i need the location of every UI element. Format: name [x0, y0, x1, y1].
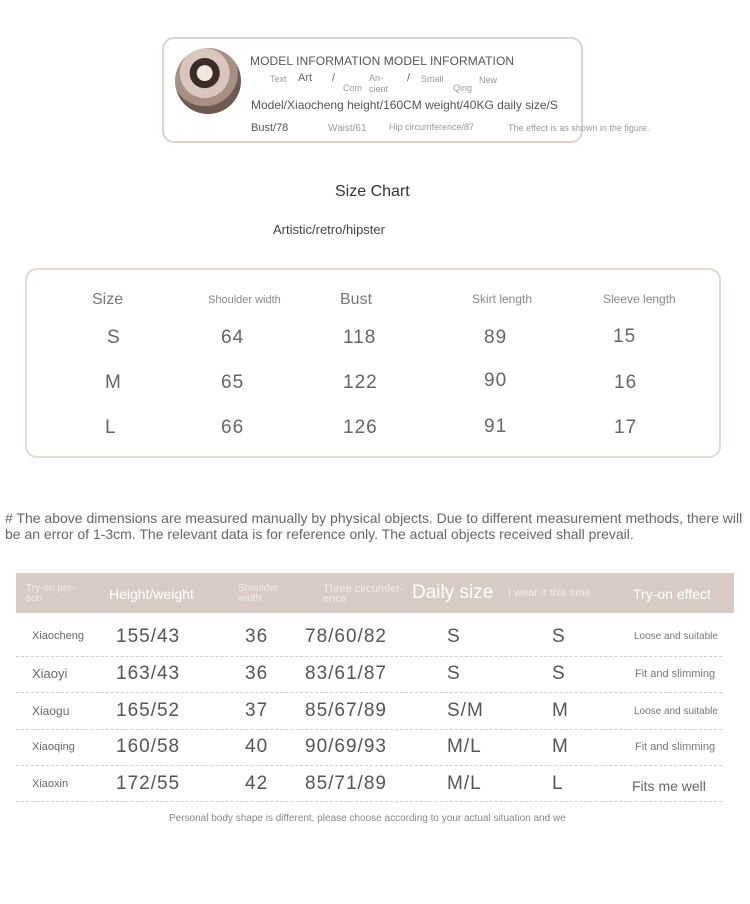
- size-header-sleeve: Sleeve length: [603, 292, 676, 306]
- size-row-skirt: 89: [484, 327, 508, 348]
- th-three-2: ence: [323, 593, 347, 605]
- tryon-name: Xiaogu: [32, 704, 70, 718]
- row-divider: [16, 765, 722, 766]
- tryon-height-weight: 155/43: [116, 626, 181, 647]
- tryon-height-weight: 172/55: [116, 773, 181, 794]
- tryon-name: Xiaoxin: [32, 778, 69, 790]
- size-row-shoulder: 64: [221, 327, 245, 348]
- model-info-card: [162, 37, 650, 143]
- model-details: Model/Xiaocheng height/160CM weight/40KG daily size/S: [251, 98, 558, 112]
- tryon-effect: Loose and suitable: [634, 631, 718, 642]
- tryon-name: Xiaocheng: [32, 630, 84, 642]
- tryon-height-weight: 165/52: [116, 700, 181, 721]
- th-shoulder-2: width: [238, 593, 262, 604]
- size-header-bust: Bust: [340, 291, 373, 308]
- model-info-title: MODEL INFORMATION MODEL INFORMATION: [250, 54, 515, 68]
- model-effect-note: The effect is as shown in the figure.: [508, 123, 650, 133]
- size-chart-card: [25, 268, 721, 458]
- row-divider: [16, 801, 722, 802]
- style-word-qing: Qing: [453, 83, 473, 93]
- size-row-size: M: [105, 372, 122, 393]
- size-header-size: Size: [92, 291, 124, 308]
- size-row-size: S: [107, 327, 121, 348]
- style-word-com: Com: [343, 83, 363, 93]
- model-avatar: [175, 48, 241, 114]
- tryon-daily: S: [447, 663, 461, 684]
- th-person-1: Try-on per-: [26, 583, 76, 594]
- tryon-daily: M/L: [447, 773, 482, 794]
- style-slash-1: /: [332, 72, 336, 84]
- model-hip: Hip circumference/87: [389, 122, 475, 132]
- tryon-shoulder: 36: [245, 663, 269, 684]
- tryon-effect: Fit and slimming: [635, 668, 716, 680]
- size-row-skirt: 90: [484, 370, 508, 391]
- tryon-shoulder: 42: [245, 773, 269, 794]
- measurement-note: # The above dimensions are measured manually by physical objects. Due to different measurement methods, there will be an error of 1-3cm. The relevant data is for reference only. The actual objects received shall prevail.: [5, 510, 743, 542]
- tryon-three: 85/71/89: [305, 773, 387, 794]
- tryon-height-weight: 163/43: [116, 663, 181, 684]
- th-shoulder-1: Shoulder: [238, 583, 279, 594]
- size-row-skirt: 91: [484, 416, 508, 437]
- tryon-wear: L: [552, 773, 564, 794]
- tryon-wear: M: [552, 736, 569, 757]
- size-row-shoulder: 66: [221, 417, 245, 438]
- tryon-three: 85/67/89: [305, 700, 387, 721]
- size-row-sleeve: 16: [614, 372, 638, 393]
- size-row-bust: 122: [343, 372, 378, 393]
- size-row-shoulder: 65: [221, 372, 245, 393]
- tryon-wear: S: [552, 626, 566, 647]
- size-row-bust: 118: [343, 327, 377, 348]
- tryon-daily: S: [447, 626, 461, 647]
- th-three-1: Three circumfer-: [323, 583, 404, 595]
- tryon-height-weight: 160/58: [116, 736, 181, 757]
- size-header-shoulder: Shoulder width: [208, 294, 281, 306]
- th-tryon-effect: Try-on effect: [633, 586, 711, 602]
- size-header-skirt: Skirt length: [472, 292, 533, 306]
- tryon-three: 90/69/93: [305, 736, 387, 757]
- size-row-bust: 126: [343, 417, 378, 438]
- size-chart-title: Size Chart: [335, 183, 410, 200]
- style-word-an: An-: [369, 73, 384, 83]
- model-bust: Bust/78: [251, 122, 289, 134]
- style-word-small: Small: [421, 74, 444, 84]
- tryon-table-header: [16, 573, 734, 613]
- size-row-sleeve: 15: [613, 326, 637, 347]
- tryon-three: 78/60/82: [305, 626, 387, 647]
- style-word-cient: cient: [369, 84, 389, 94]
- tryon-name: Xiaoqing: [32, 741, 75, 753]
- style-word-new: New: [479, 75, 498, 85]
- tryon-shoulder: 36: [245, 626, 269, 647]
- row-divider: [16, 692, 722, 693]
- tryon-wear: S: [552, 663, 566, 684]
- th-person-2: son: [26, 593, 43, 604]
- th-daily-size: Daily size: [412, 582, 494, 603]
- tryon-effect: Loose and suitable: [634, 706, 718, 717]
- size-chart-subtitle: Artistic/retro/hipster: [273, 222, 385, 237]
- th-wear: I wear it this time: [508, 587, 591, 599]
- tryon-shoulder: 40: [245, 736, 269, 757]
- tryon-shoulder: 37: [245, 700, 269, 721]
- tryon-three: 83/61/87: [305, 663, 387, 684]
- row-divider: [16, 656, 722, 657]
- tryon-effect: Fit and slimming: [635, 741, 716, 753]
- size-row-size: L: [105, 417, 117, 438]
- tryon-name: Xiaoyi: [32, 666, 68, 681]
- row-divider: [16, 729, 722, 730]
- th-height-weight: Height/weight: [109, 586, 194, 602]
- style-word-text: Text: [270, 74, 287, 84]
- style-word-art: Art: [298, 72, 313, 84]
- tryon-daily: S/M: [447, 700, 484, 721]
- footer-note: Personal body shape is different, please choose according to your actual situation and we: [169, 813, 566, 824]
- tryon-effect: Fits me well: [632, 778, 706, 794]
- size-row-sleeve: 17: [614, 417, 638, 438]
- tryon-daily: M/L: [447, 736, 482, 757]
- model-waist: Waist/61: [328, 123, 367, 134]
- tryon-wear: M: [552, 700, 569, 721]
- style-slash-2: /: [407, 72, 411, 84]
